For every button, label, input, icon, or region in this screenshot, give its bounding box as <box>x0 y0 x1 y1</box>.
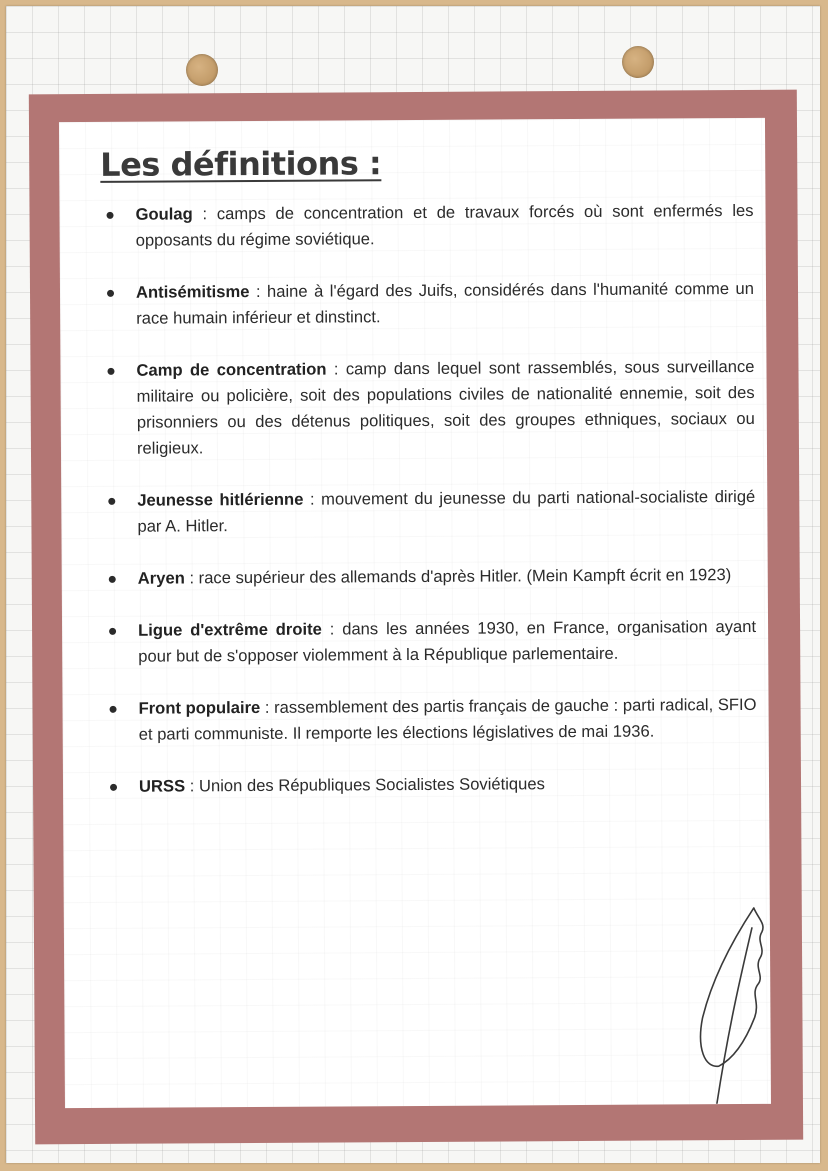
definition-text: rassemblement des partis français de gauche : parti radical, SFIO et parti communiste. Il remporte les élections législatives de mai 1936. <box>138 694 757 744</box>
definition-text: camps de concentration et de travaux forcés où sont enfermés les opposants du régime soviétique. <box>135 200 754 250</box>
definition-separator: : <box>249 281 268 302</box>
definition-item-camp-de-concentration <box>90 354 755 462</box>
definition-term: Antisémitisme <box>135 282 250 302</box>
definition-term: Aryen <box>137 568 185 588</box>
definition-separator: : <box>185 776 200 796</box>
definition-term: Front populaire <box>138 697 261 718</box>
page-title: Les définitions : <box>100 144 382 184</box>
punch-hole-left <box>186 54 218 86</box>
definition-text: mouvement du jeunesse du parti national-socialiste dirigé par A. Hitler. <box>137 486 756 536</box>
definition-text: dans les années 1930, en France, organisation ayant pour but de s'opposer violemment à la République parlementaire. <box>138 616 757 666</box>
punch-hole-right <box>622 46 654 78</box>
feather-doodle-icon <box>694 898 775 1108</box>
definition-text: haine à l'égard des Juifs, considérés dans l'humanité comme un race humain inférieur et dinstinct. <box>136 278 755 328</box>
definition-item-ligue-extreme-droite <box>92 614 756 670</box>
definition-separator: : <box>303 489 322 509</box>
bullet-icon <box>110 706 117 713</box>
bullet-icon <box>107 212 114 219</box>
definition-term: Jeunesse hitlérienne <box>137 489 304 510</box>
definition-term: URSS <box>138 776 186 796</box>
bullet-icon <box>107 290 114 297</box>
definition-item-goulag <box>89 198 753 254</box>
definition-term: Ligue d'extrême droite <box>138 619 322 640</box>
definition-term: Goulag <box>135 204 193 224</box>
definitions-list <box>89 198 757 826</box>
bullet-icon <box>108 498 115 505</box>
definition-item-antisemitisme <box>90 276 754 332</box>
definition-text: race supérieur des allemands d'après Hitler. (Mein Kampft écrit en 1923) <box>198 565 732 588</box>
bullet-icon <box>109 576 116 583</box>
bullet-icon <box>109 628 116 635</box>
definition-separator: : <box>184 568 199 588</box>
definition-separator: : <box>260 697 275 717</box>
definition-text: camp dans lequel sont rassemblés, sous surveillance militaire ou policière, soit des populations civiles de nationalité ennemie, soit des prisonniers ou des détenus politiques, soit des groupes ethniques, sociaux ou religieux. <box>136 356 755 458</box>
definition-item-front-populaire <box>92 692 756 748</box>
definition-separator: : <box>321 619 343 639</box>
definition-card-frame <box>29 90 803 1145</box>
bullet-icon <box>110 784 117 791</box>
definition-text: Union des Républiques Socialistes Soviétiques <box>198 774 545 796</box>
definition-item-urss <box>93 770 757 800</box>
bullet-icon <box>107 368 114 375</box>
definition-card <box>59 118 771 1108</box>
definition-item-aryen <box>92 562 756 592</box>
definition-item-jeunesse-hitlerienne <box>91 484 755 540</box>
definition-separator: : <box>326 359 346 379</box>
definition-term: Camp de concentration <box>136 359 327 380</box>
definition-separator: : <box>192 204 217 224</box>
